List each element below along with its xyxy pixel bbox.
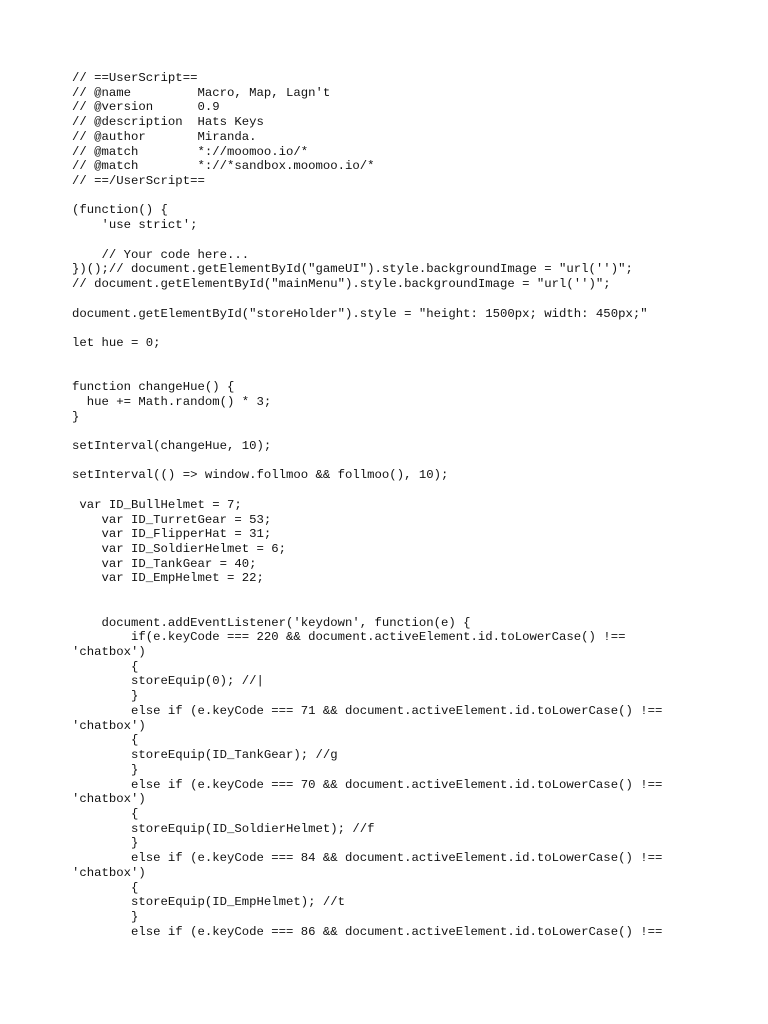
- code-line: // @match *://moomoo.io/*: [72, 144, 309, 159]
- code-line: else if (e.keyCode === 84 && document.activeElement.id.toLowerCase() !==: [72, 851, 663, 866]
- code-line: storeEquip(ID_EmpHelmet); //t: [72, 895, 346, 910]
- code-line: // ==UserScript==: [72, 71, 198, 85]
- code-line: let hue = 0;: [72, 335, 161, 350]
- code-line: var ID_SoldierHelmet = 6;: [72, 542, 287, 556]
- code-line: 'chatbox'): [72, 865, 146, 880]
- code-line: }: [72, 762, 139, 777]
- code-line: document.addEventListener('keydown', function(e) {: [72, 615, 471, 630]
- code-line: 'chatbox'): [72, 718, 146, 733]
- code-line: {: [72, 880, 139, 895]
- code-line: // Your code here...: [72, 247, 250, 262]
- code-line: (function() {: [72, 203, 168, 218]
- code-line: // document.getElementById("mainMenu").style.backgroundImage = "url('')";: [72, 277, 611, 292]
- code-line: }: [72, 409, 80, 424]
- code-line: [72, 586, 752, 601]
- code-line: [72, 483, 752, 498]
- code-line: [72, 189, 752, 204]
- code-line: {: [72, 659, 139, 674]
- code-line: [72, 351, 752, 366]
- code-line: // @version 0.9: [72, 100, 220, 115]
- code-line: // @description Hats Keys: [72, 115, 264, 130]
- code-line: 'chatbox'): [72, 792, 146, 807]
- code-line: [72, 292, 752, 307]
- code-line: })();// document.getElementById("gameUI").style.backgroundImage = "url('')";: [72, 262, 633, 277]
- code-line: setInterval(() => window.follmoo && follmoo(), 10);: [72, 468, 449, 483]
- code-line: storeEquip(0); //|: [72, 674, 264, 689]
- code-line: {: [72, 733, 139, 748]
- code-line: setInterval(changeHue, 10);: [72, 438, 272, 453]
- code-line: // @match *://*sandbox.moomoo.io/*: [72, 159, 375, 174]
- code-line: if(e.keyCode === 220 && document.activeElement.id.toLowerCase() !==: [72, 630, 626, 645]
- code-line: // ==/UserScript==: [72, 174, 205, 189]
- code-line: else if (e.keyCode === 71 && document.activeElement.id.toLowerCase() !==: [72, 703, 663, 718]
- code-line: 'use strict';: [72, 218, 198, 233]
- code-line: else if (e.keyCode === 70 && document.activeElement.id.toLowerCase() !==: [72, 777, 663, 792]
- code-line: function changeHue() {: [72, 380, 235, 395]
- code-line: [72, 233, 752, 248]
- code-line: hue += Math.random() * 3;: [72, 394, 272, 409]
- code-line: var ID_EmpHelmet = 22;: [72, 571, 264, 586]
- code-line: storeEquip(ID_SoldierHelmet); //f: [72, 821, 375, 836]
- code-line: [72, 454, 752, 469]
- code-line: storeEquip(ID_TankGear); //g: [72, 748, 338, 763]
- code-line: var ID_BullHelmet = 7;: [72, 497, 242, 512]
- code-line: }: [72, 689, 139, 704]
- code-line: // @author Miranda.: [72, 129, 257, 144]
- code-line: {: [72, 806, 139, 821]
- code-line: // @name Macro, Map, Lagn't: [72, 85, 331, 100]
- code-line: [72, 601, 752, 616]
- code-line: var ID_TankGear = 40;: [72, 556, 257, 571]
- code-line: document.getElementById("storeHolder").style = "height: 1500px; width: 450px;": [72, 306, 648, 321]
- code-line: }: [72, 836, 139, 851]
- code-line: var ID_FlipperHat = 31;: [72, 527, 272, 542]
- code-line: }: [72, 909, 139, 924]
- code-document: [72, 71, 752, 939]
- code-line: 'chatbox'): [72, 645, 146, 660]
- code-line: [72, 321, 752, 336]
- code-line: var ID_TurretGear = 53;: [72, 512, 272, 527]
- code-line: [72, 424, 752, 439]
- code-line: [72, 365, 752, 380]
- code-line: else if (e.keyCode === 86 && document.activeElement.id.toLowerCase() !==: [72, 924, 663, 939]
